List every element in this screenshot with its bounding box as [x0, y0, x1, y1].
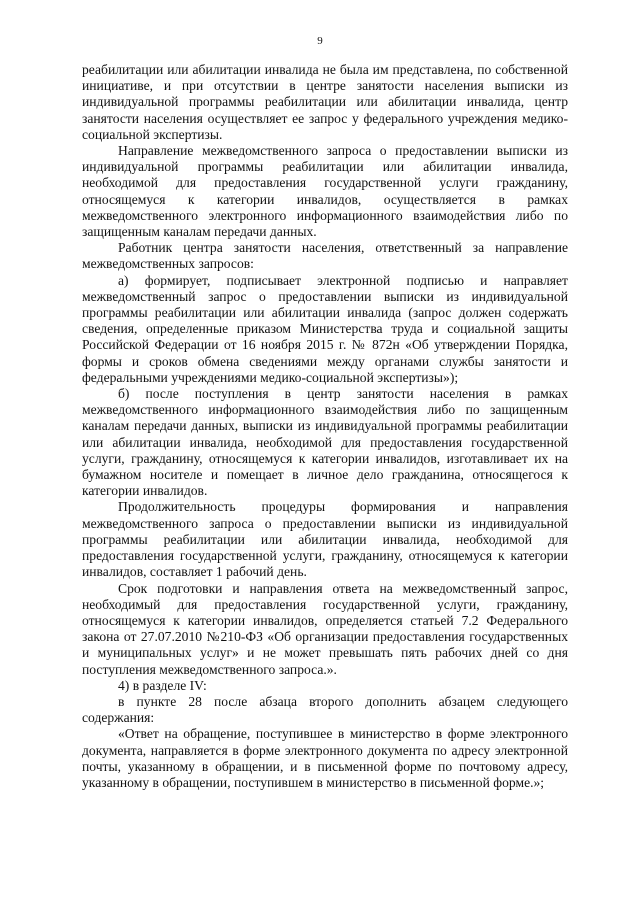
paragraph-quoted-addition: «Ответ на обращение, поступившее в министерство в форме электронного документа, направляется в форме электронного документа по адресу электронной почты, указанному в обращении, и в письменной форме по почтовому адресу, указанному в обращении, поступившем в министерство в письменной форме.»;	[82, 726, 568, 790]
list-item-b: б) после поступления в центр занятости населения в рамках межведомственного информационного взаимодействия либо по защищенным каналам передачи данных, выписки из индивидуальной программы реабилитации или абилитации инвалида, необходимой для предоставления государственной услуги, гражданину, относящемуся к категории инвалидов, изготавливает их на бумажном носителе и помещает в личное дело гражданина, относящегося к категории инвалидов.	[82, 386, 568, 499]
document-body	[82, 62, 568, 791]
page-number: 9	[317, 35, 323, 47]
paragraph-section-iv: 4) в разделе IV:	[118, 677, 207, 693]
paragraph-procedure-duration: Продолжительность процедуры формирования и направления межведомственного запроса о предоставлении выписки из индивидуальной программы реабилитации или абилитации инвалида, необходимой для предоставления государственной услуги, гражданину, относящемуся к категории инвалидов, составляет 1 рабочий день.	[82, 499, 568, 580]
paragraph-responsible-employee: Работник центра занятости населения, ответственный за направление межведомственных запросов:	[82, 240, 568, 272]
list-item-a: а) формирует, подписывает электронной подписью и направляет межведомственный запрос о предоставлении выписки из индивидуальной программы реабилитации или абилитации инвалида (запрос должен содержать сведения, определенные приказом Министерства труда и социальной защиты Российской Федерации от 16 ноября 2015 г. № 872н «Об утверждении Порядка, формы и сроков обмена сведениями между органами службы занятости и федеральными учреждениями медико-социальной экспертизы»);	[82, 272, 568, 385]
paragraph-clause-28: в пункте 28 после абзаца второго дополнить абзацем следующего содержания:	[82, 693, 568, 726]
paragraph-interagency-request-direction: Направление межведомственного запроса о предоставлении выписки из индивидуальной программы реабилитации или абилитации инвалида, необходимой для предоставления государственной услуги гражданину, относящемуся к категории инвалидов, осуществляется в рамках межведомственного электронного информационного взаимодействия либо по защищенным каналам передачи данных.	[82, 143, 568, 240]
paragraph-continuation: реабилитации или абилитации инвалида не была им представлена, по собственной инициативе, и при отсутствии в центре занятости населения выписки из индивидуальной программы реабилитации или абилитации инвалида, центр занятости населения осуществляет ее запрос у федерального учреждения медико-социальной экспертизы.	[82, 62, 568, 142]
paragraph-response-deadline: Срок подготовки и направления ответа на межведомственный запрос, необходимый для предоставления государственной услуги, гражданину, относящемуся к категории инвалидов, определяется статьей 7.2 Федерального закона от 27.07.2010 №210-ФЗ «Об организации предоставления государственных и муниципальных услуг» и не может превышать пять рабочих дней со дня поступления межведомственного запроса.».	[82, 580, 568, 677]
